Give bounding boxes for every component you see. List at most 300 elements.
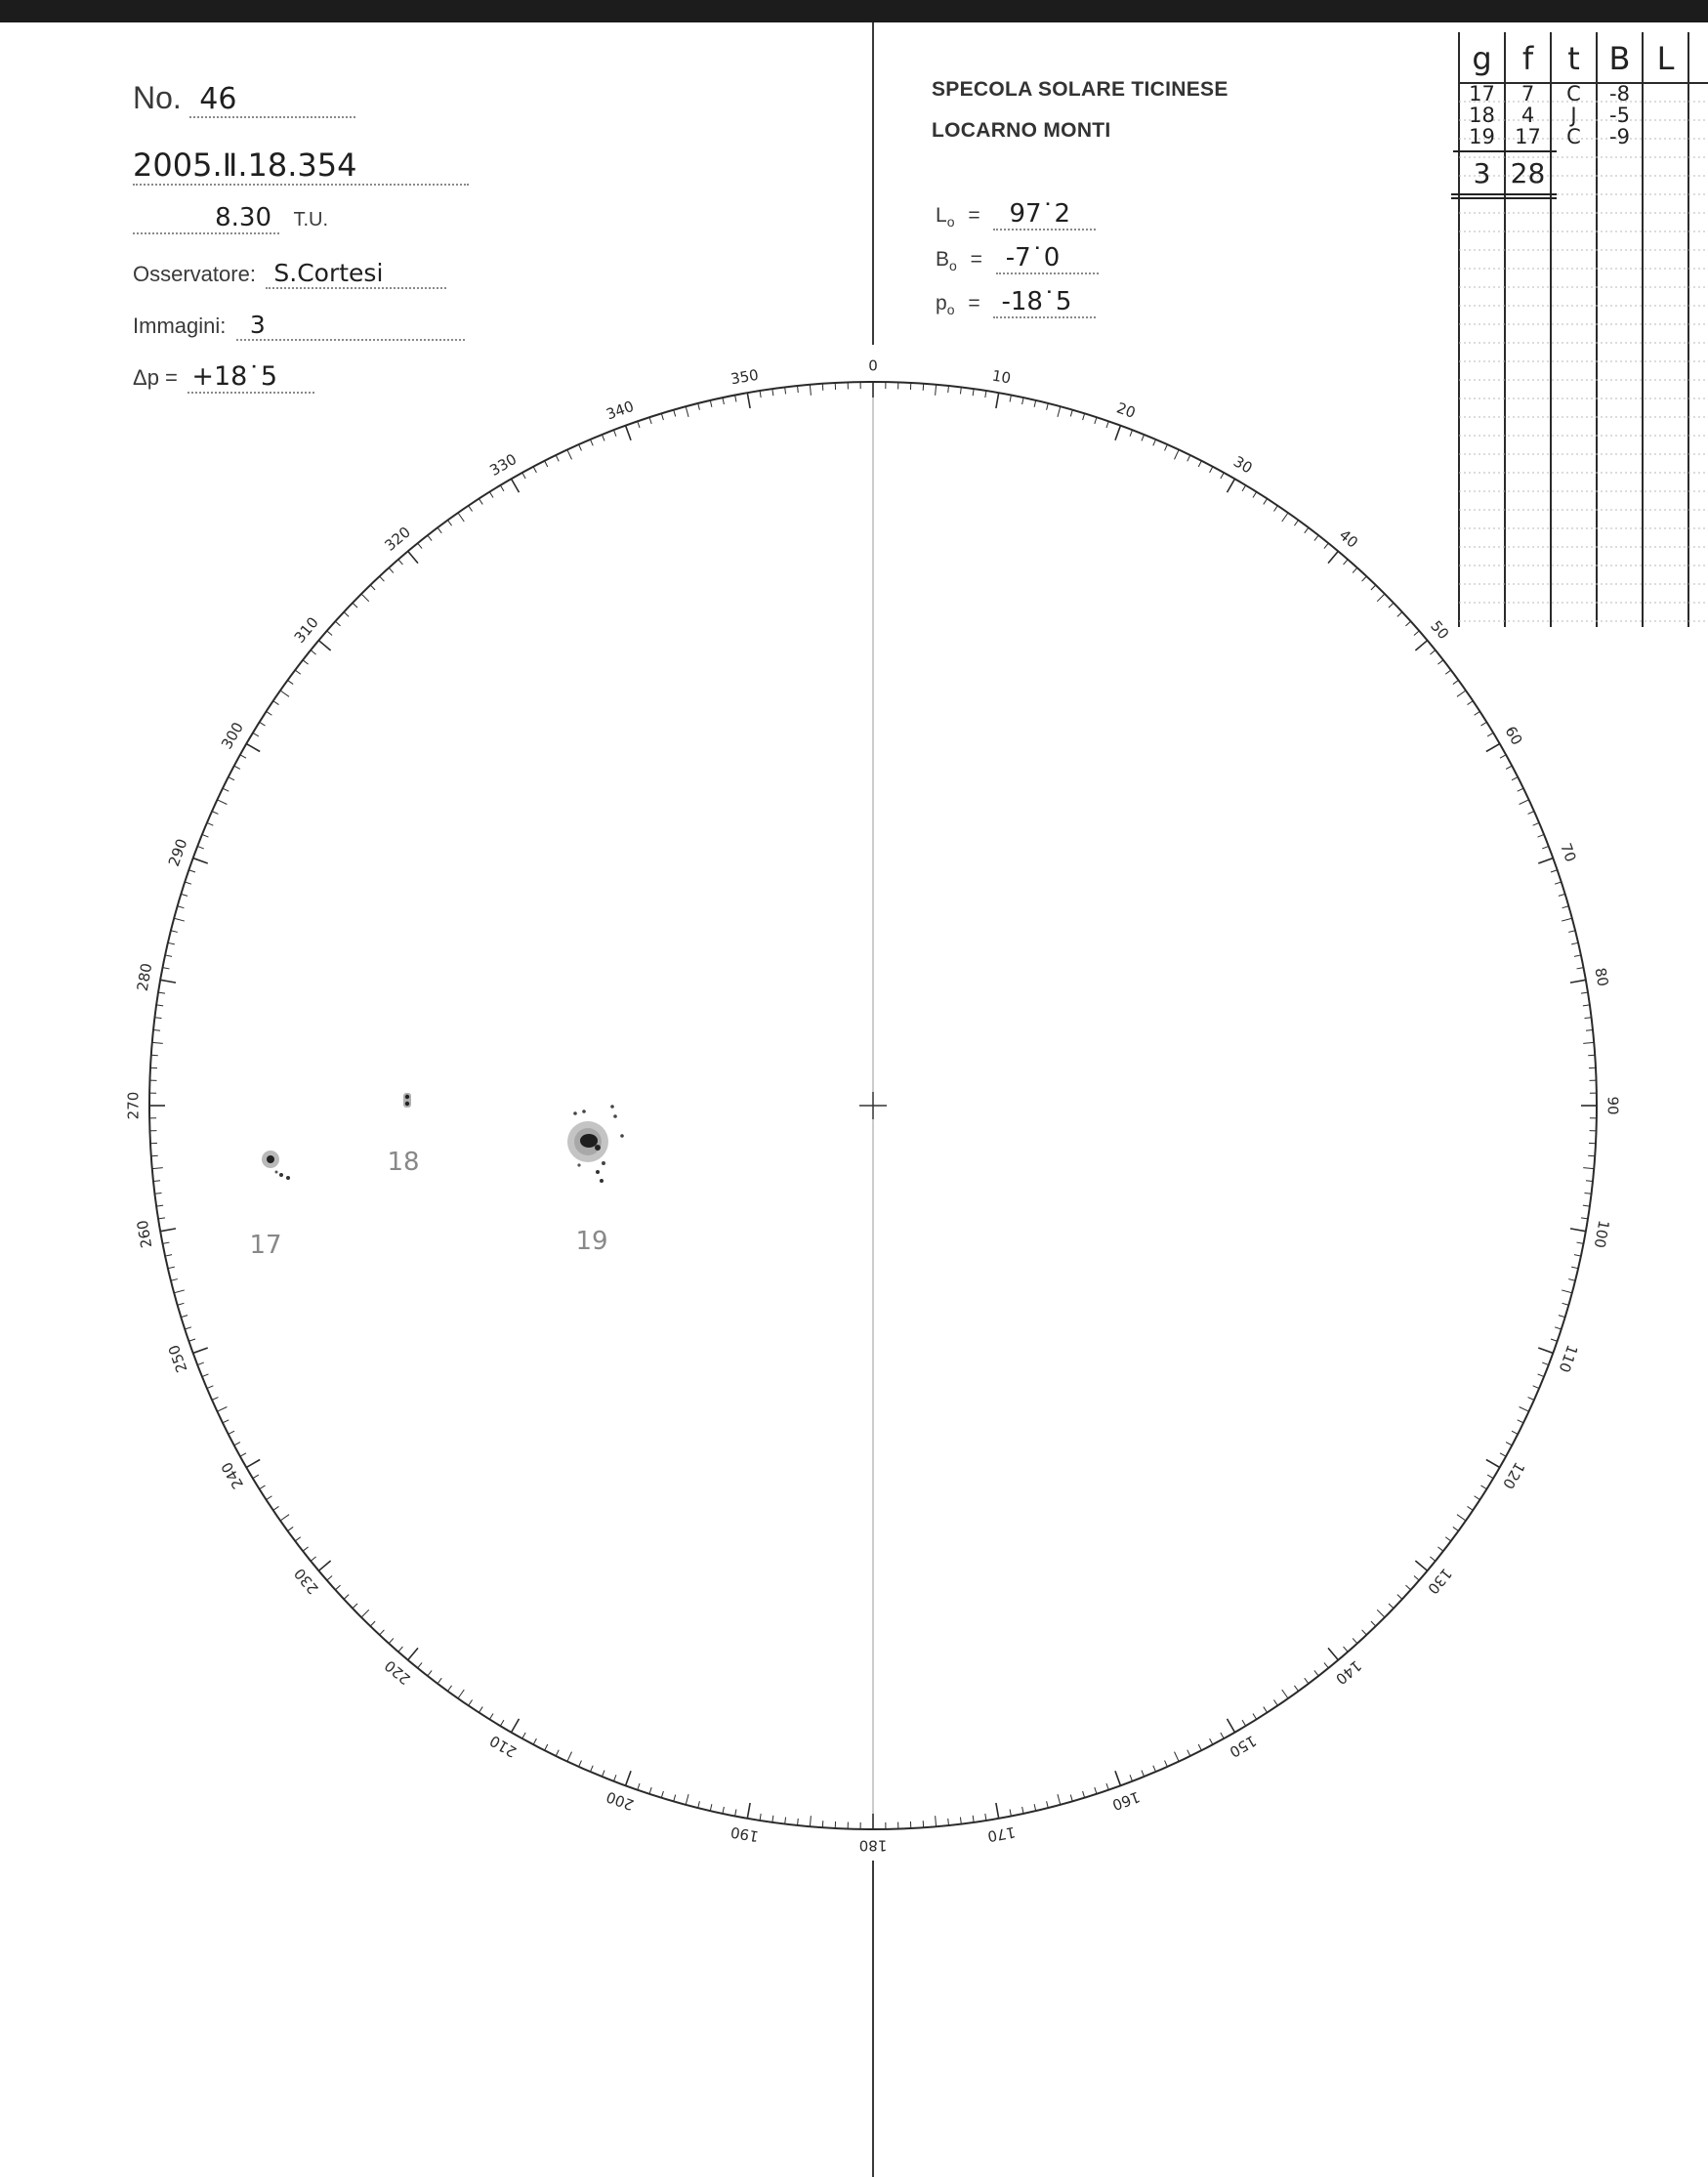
- scale-tick: [1542, 1362, 1549, 1365]
- scale-tick: [579, 1761, 582, 1767]
- scale-tick: [1571, 1267, 1578, 1269]
- scale-tick: [1353, 567, 1357, 572]
- scale-tick: [1221, 1733, 1224, 1738]
- scale-tick: [1475, 711, 1480, 715]
- scale-label-310: 310: [290, 613, 322, 647]
- scale-tick: [458, 513, 464, 522]
- scale-tick: [398, 560, 403, 565]
- scale-tick: [1022, 1807, 1023, 1814]
- scale-tick: [280, 1515, 289, 1521]
- scale-tick: [418, 1662, 422, 1667]
- scale-tick: [458, 1690, 464, 1698]
- scale-tick: [1344, 1647, 1349, 1652]
- scale-tick: [1487, 733, 1493, 736]
- scale-tick: [1457, 691, 1466, 696]
- scale-tick: [579, 444, 582, 450]
- scale-tick: [533, 1738, 536, 1744]
- scale-tick: [1187, 455, 1190, 461]
- scale-tick: [948, 386, 949, 393]
- scale-label-60: 60: [1501, 723, 1526, 749]
- scale-tick: [960, 388, 961, 395]
- scale-tick: [1486, 1460, 1500, 1468]
- scale-tick: [626, 1771, 631, 1785]
- scale-label-270: 270: [124, 1091, 143, 1120]
- scale-tick: [1487, 1475, 1493, 1479]
- scale-tick: [500, 1720, 504, 1726]
- observer-label: Osservatore:: [133, 262, 256, 286]
- delta-p-label: Δp =: [133, 365, 178, 390]
- scale-tick: [1314, 535, 1318, 541]
- scale-tick: [168, 1267, 175, 1269]
- scale-tick: [1328, 1648, 1338, 1659]
- scale-tick: [1198, 461, 1201, 467]
- scale-tick: [638, 1783, 640, 1790]
- scale-tick: [674, 410, 676, 417]
- scale-tick: [1506, 1443, 1512, 1445]
- scale-tick: [246, 744, 260, 752]
- table-cell: -9: [1609, 125, 1630, 148]
- scale-tick: [985, 1814, 986, 1821]
- scale-tick: [489, 1713, 493, 1719]
- observer-value: S.Cortesi: [273, 259, 384, 287]
- scale-tick: [1581, 1218, 1588, 1219]
- scale-tick: [1437, 1547, 1443, 1551]
- scale-tick: [160, 980, 176, 983]
- scale-tick: [567, 1752, 572, 1762]
- scale-tick: [723, 1807, 724, 1814]
- scale-tick: [229, 1431, 234, 1434]
- scale-tick: [370, 1621, 375, 1626]
- scale-tick: [1506, 766, 1512, 769]
- time-value: 8.30: [215, 203, 271, 232]
- scale-tick: [936, 385, 937, 396]
- scale-tick: [760, 391, 761, 398]
- scale-tick: [327, 631, 332, 636]
- scale-tick: [165, 955, 172, 956]
- scale-tick: [380, 576, 385, 581]
- scale-tick: [273, 1506, 279, 1510]
- scale-tick: [1405, 621, 1410, 626]
- scale-tick: [353, 603, 357, 607]
- scale-tick: [240, 1453, 246, 1456]
- scale-label-10: 10: [990, 366, 1013, 388]
- scale-tick: [344, 612, 349, 617]
- scale-tick: [447, 521, 451, 526]
- scale-tick: [1562, 1303, 1569, 1305]
- group-label-18: 18: [387, 1148, 420, 1177]
- scale-tick: [1264, 499, 1268, 505]
- scale-tick: [1253, 1713, 1257, 1719]
- scale-tick: [686, 1794, 688, 1805]
- scale-label-170: 170: [985, 1822, 1018, 1846]
- scale-tick: [156, 1205, 163, 1206]
- scale-tick: [948, 1819, 949, 1825]
- scale-tick: [1397, 1595, 1402, 1600]
- scale-tick: [522, 1733, 525, 1738]
- scale-tick: [217, 800, 227, 805]
- scale-tick: [1486, 744, 1500, 752]
- scale-tick: [273, 701, 279, 705]
- date-value: 2005.Ⅱ.18.354: [133, 147, 357, 184]
- scale-tick: [785, 388, 786, 395]
- B0-value: -7˙0: [1005, 243, 1061, 272]
- scale-tick: [469, 506, 473, 512]
- scale-tick: [398, 1647, 403, 1652]
- scale-tick: [295, 670, 301, 674]
- scale-tick: [626, 426, 631, 440]
- scale-label-220: 220: [381, 1656, 414, 1689]
- scale-tick: [1518, 1420, 1523, 1423]
- scale-tick: [223, 1420, 229, 1423]
- scale-tick: [1153, 1766, 1156, 1772]
- scale-tick: [1175, 449, 1180, 459]
- scale-tick: [327, 1576, 332, 1581]
- scale-label-250: 250: [164, 1342, 191, 1375]
- scale-tick: [1253, 492, 1257, 498]
- scale-label-240: 240: [218, 1458, 247, 1492]
- scale-tick: [1242, 1720, 1246, 1726]
- scale-tick: [1538, 1374, 1544, 1377]
- scale-tick: [1430, 650, 1435, 654]
- scale-tick: [1555, 1327, 1562, 1329]
- scale-tick: [1542, 846, 1549, 849]
- scale-tick: [556, 455, 559, 461]
- scale-tick: [1165, 444, 1168, 450]
- scale-tick: [1585, 1018, 1592, 1019]
- table-cell: -8: [1609, 82, 1630, 105]
- scale-tick: [158, 992, 165, 993]
- scale-label-30: 30: [1229, 452, 1256, 478]
- scale-tick: [1058, 1794, 1061, 1805]
- table-header-B: B: [1608, 40, 1631, 77]
- scale-tick: [380, 1630, 385, 1635]
- scale-tick: [1415, 641, 1427, 650]
- scale-tick: [1475, 1496, 1480, 1500]
- scale-tick: [1034, 1804, 1036, 1811]
- scale-tick: [253, 1475, 259, 1479]
- p0-label: p: [936, 292, 947, 314]
- scale-label-230: 230: [290, 1565, 322, 1598]
- scale-tick: [361, 1610, 369, 1617]
- scale-tick: [985, 391, 986, 398]
- scale-tick: [638, 421, 640, 428]
- table-header-g: g: [1472, 40, 1492, 77]
- scale-tick: [649, 417, 651, 424]
- scale-tick: [512, 1719, 520, 1733]
- scale-tick: [408, 1648, 418, 1659]
- table-cell: 19: [1469, 125, 1495, 148]
- scale-tick: [181, 894, 187, 896]
- scale-tick: [1520, 1407, 1529, 1412]
- scale-tick: [1264, 1707, 1268, 1713]
- scale-tick: [556, 1750, 559, 1756]
- scale-tick: [1577, 1242, 1584, 1243]
- scale-tick: [785, 1818, 786, 1824]
- scale-tick: [361, 594, 369, 602]
- scale-tick: [1538, 1348, 1553, 1353]
- scale-tick: [1586, 1030, 1593, 1031]
- scale-tick: [335, 621, 340, 626]
- scale-tick: [1562, 918, 1572, 921]
- scale-tick: [178, 906, 185, 908]
- scale-tick: [973, 1816, 974, 1822]
- scale-tick: [1568, 1279, 1575, 1281]
- scale-tick: [1095, 417, 1097, 424]
- scale-tick: [1022, 398, 1023, 404]
- scale-tick: [602, 1771, 604, 1777]
- scale-tick: [613, 1775, 616, 1781]
- scale-tick: [661, 413, 663, 420]
- scale-tick: [500, 485, 504, 491]
- table-cell: 17: [1515, 125, 1541, 148]
- scale-tick: [240, 755, 246, 758]
- scale-tick: [1533, 822, 1539, 825]
- delta-p-value: +18˙5: [191, 361, 278, 392]
- scale-tick: [188, 1339, 195, 1341]
- scale-tick: [197, 846, 204, 849]
- scale-tick: [1538, 834, 1544, 837]
- scale-tick: [207, 822, 213, 825]
- scale-tick: [810, 1816, 811, 1826]
- scale-tick: [1581, 992, 1588, 993]
- scale-tick: [389, 567, 394, 572]
- scale-tick: [1533, 1386, 1539, 1389]
- scale-tick: [295, 1537, 301, 1541]
- scale-tick: [303, 1547, 309, 1551]
- scale-tick: [163, 1242, 170, 1243]
- scale-label-70: 70: [1557, 840, 1580, 864]
- scale-tick: [234, 1443, 240, 1445]
- scale-tick: [1586, 1181, 1593, 1182]
- group-label-19: 19: [575, 1227, 608, 1256]
- scale-label-90: 90: [1604, 1096, 1622, 1115]
- scale-tick: [156, 1005, 163, 1006]
- scale-tick: [1324, 543, 1328, 548]
- scale-tick: [798, 1819, 799, 1825]
- scale-tick: [1371, 1621, 1376, 1626]
- scale-tick: [234, 766, 240, 769]
- scale-tick: [158, 1218, 165, 1219]
- B0-label: B: [936, 248, 950, 271]
- scale-label-260: 260: [133, 1218, 156, 1250]
- scale-tick: [165, 1255, 172, 1256]
- scale-label-130: 130: [1424, 1565, 1456, 1598]
- scale-tick: [1115, 426, 1120, 440]
- scale-tick: [1070, 410, 1072, 417]
- scale-tick: [174, 1290, 185, 1293]
- table-cell: J: [1570, 104, 1577, 127]
- sunspot-group-17: [249, 1151, 290, 1260]
- scale-tick: [1512, 777, 1518, 780]
- scale-tick: [163, 968, 170, 969]
- scale-tick: [344, 1595, 349, 1600]
- number-label: No.: [133, 80, 182, 115]
- scale-tick: [1555, 882, 1562, 884]
- scale-tick: [1562, 906, 1569, 908]
- scale-tick: [602, 435, 604, 440]
- scale-tick: [1047, 1801, 1049, 1808]
- scale-tick: [723, 398, 724, 404]
- scale-label-350: 350: [729, 365, 761, 389]
- number-value: 46: [199, 82, 237, 116]
- scale-tick: [735, 396, 736, 402]
- scale-tick: [1468, 1506, 1474, 1510]
- scale-tick: [152, 1168, 163, 1169]
- scale-tick: [447, 1686, 451, 1692]
- table-total: 28: [1510, 157, 1546, 189]
- scale-tick: [1175, 1752, 1180, 1762]
- scale-tick: [1512, 1431, 1518, 1434]
- scale-tick: [1010, 396, 1011, 402]
- scale-tick: [1294, 1686, 1298, 1692]
- scale-tick: [1362, 1630, 1367, 1635]
- scale-tick: [168, 942, 175, 944]
- scale-tick: [735, 1810, 736, 1817]
- scale-tick: [1568, 931, 1575, 933]
- scale-tick: [1453, 680, 1459, 684]
- scale-tick: [1095, 1787, 1097, 1794]
- scale-tick: [353, 1604, 357, 1609]
- scale-tick: [193, 1348, 208, 1353]
- scale-tick: [1344, 560, 1349, 565]
- scale-tick: [202, 834, 208, 837]
- scale-tick: [533, 467, 536, 473]
- scale-tick: [193, 858, 208, 863]
- scale-tick: [1142, 1771, 1145, 1777]
- scale-tick: [1282, 1690, 1288, 1698]
- L0-value: 97˙2: [1009, 199, 1071, 229]
- scale-tick: [1058, 406, 1061, 417]
- scale-tick: [288, 1527, 294, 1530]
- scale-tick: [1520, 800, 1529, 805]
- scale-tick: [649, 1787, 651, 1794]
- scale-tick: [613, 430, 616, 437]
- scale-tick: [936, 1816, 937, 1826]
- sunspot-group-18: [387, 1093, 419, 1177]
- scale-tick: [1518, 788, 1523, 791]
- scale-tick: [428, 1670, 432, 1676]
- scale-tick: [996, 393, 999, 408]
- scale-tick: [207, 1386, 213, 1389]
- table-cell: 18: [1469, 104, 1495, 127]
- scale-tick: [185, 1327, 191, 1329]
- scale-tick: [1328, 551, 1338, 563]
- scale-label-290: 290: [164, 836, 191, 869]
- scale-tick: [1371, 585, 1376, 590]
- scale-tick: [661, 1791, 663, 1798]
- scale-label-200: 200: [604, 1787, 637, 1815]
- scale-tick: [1559, 894, 1565, 896]
- table-cell: 7: [1521, 82, 1535, 105]
- scale-tick: [1480, 1486, 1486, 1489]
- scale-tick: [1210, 467, 1213, 473]
- scale-tick: [1528, 1398, 1534, 1401]
- scale-tick: [1362, 576, 1367, 581]
- scale-tick: [686, 406, 688, 417]
- scale-tick: [1377, 594, 1385, 602]
- sunspot-group-19: [567, 1105, 624, 1256]
- scale-label-80: 80: [1591, 966, 1612, 988]
- scale-tick: [303, 660, 309, 664]
- scale-tick: [171, 931, 178, 933]
- scale-label-40: 40: [1335, 525, 1362, 552]
- table-cell: -5: [1609, 104, 1630, 127]
- scale-tick: [1577, 968, 1584, 969]
- scale-tick: [1574, 955, 1581, 956]
- disk-center-cross: [859, 1092, 887, 1119]
- scale-tick: [1500, 1453, 1506, 1456]
- images-value: 3: [249, 311, 266, 339]
- L0-eq: =: [968, 204, 980, 227]
- scale-tick: [418, 543, 422, 548]
- scale-tick: [1106, 1783, 1108, 1790]
- scale-tick: [1115, 1771, 1120, 1785]
- scale-label-0: 0: [868, 356, 878, 375]
- scale-tick: [1047, 403, 1049, 410]
- scale-tick: [1305, 1678, 1309, 1684]
- L0-sub: o: [946, 214, 955, 230]
- scale-tick: [389, 1638, 394, 1643]
- scale-tick: [772, 1816, 773, 1822]
- scale-tick: [698, 403, 700, 410]
- scale-tick: [1415, 1561, 1427, 1570]
- scale-tick: [212, 1398, 218, 1401]
- scale-label-50: 50: [1427, 616, 1453, 644]
- scale-tick: [1538, 858, 1553, 863]
- L0-label: L: [936, 204, 947, 227]
- scale-tick: [217, 1407, 227, 1412]
- scale-tick: [1353, 1638, 1357, 1643]
- scale-tick: [1314, 1670, 1318, 1676]
- scale-tick: [1083, 1791, 1085, 1798]
- scale-tick: [1457, 1515, 1466, 1521]
- institution-location: LOCARNO MONTI: [932, 119, 1111, 142]
- scale-tick: [1305, 527, 1309, 533]
- scale-tick: [674, 1795, 676, 1802]
- group-label-17: 17: [249, 1231, 282, 1260]
- scale-tick: [1377, 1610, 1385, 1617]
- scale-tick: [590, 1766, 593, 1772]
- scale-tick: [1273, 1700, 1277, 1706]
- p0-value: -18˙5: [1001, 287, 1072, 316]
- scale-tick: [1414, 631, 1419, 636]
- scale-label-100: 100: [1590, 1218, 1613, 1250]
- scale-tick: [1083, 413, 1085, 420]
- scale-tick: [260, 722, 266, 726]
- scale-tick: [246, 1460, 260, 1468]
- institution-name: SPECOLA SOLARE TICINESE: [932, 78, 1229, 101]
- scale-tick: [178, 1303, 185, 1305]
- scale-tick: [1228, 1719, 1235, 1733]
- scale-tick: [1142, 435, 1145, 440]
- scale-tick: [1324, 1662, 1328, 1667]
- group-table: [1451, 32, 1708, 627]
- scale-label-300: 300: [218, 719, 247, 753]
- table-cell: C: [1566, 82, 1581, 105]
- table-cell: C: [1566, 125, 1581, 148]
- scale-tick: [152, 1042, 163, 1043]
- scale-label-210: 210: [486, 1732, 521, 1761]
- scale-tick: [1010, 1810, 1011, 1817]
- scale-tick: [1583, 1168, 1594, 1169]
- scale-tick: [185, 882, 191, 884]
- scale-tick: [288, 680, 294, 684]
- scale-tick: [1437, 660, 1443, 664]
- scale-tick: [181, 1316, 187, 1318]
- scale-tick: [153, 1181, 160, 1182]
- scale-tick: [202, 1374, 208, 1377]
- scale-tick: [590, 440, 593, 445]
